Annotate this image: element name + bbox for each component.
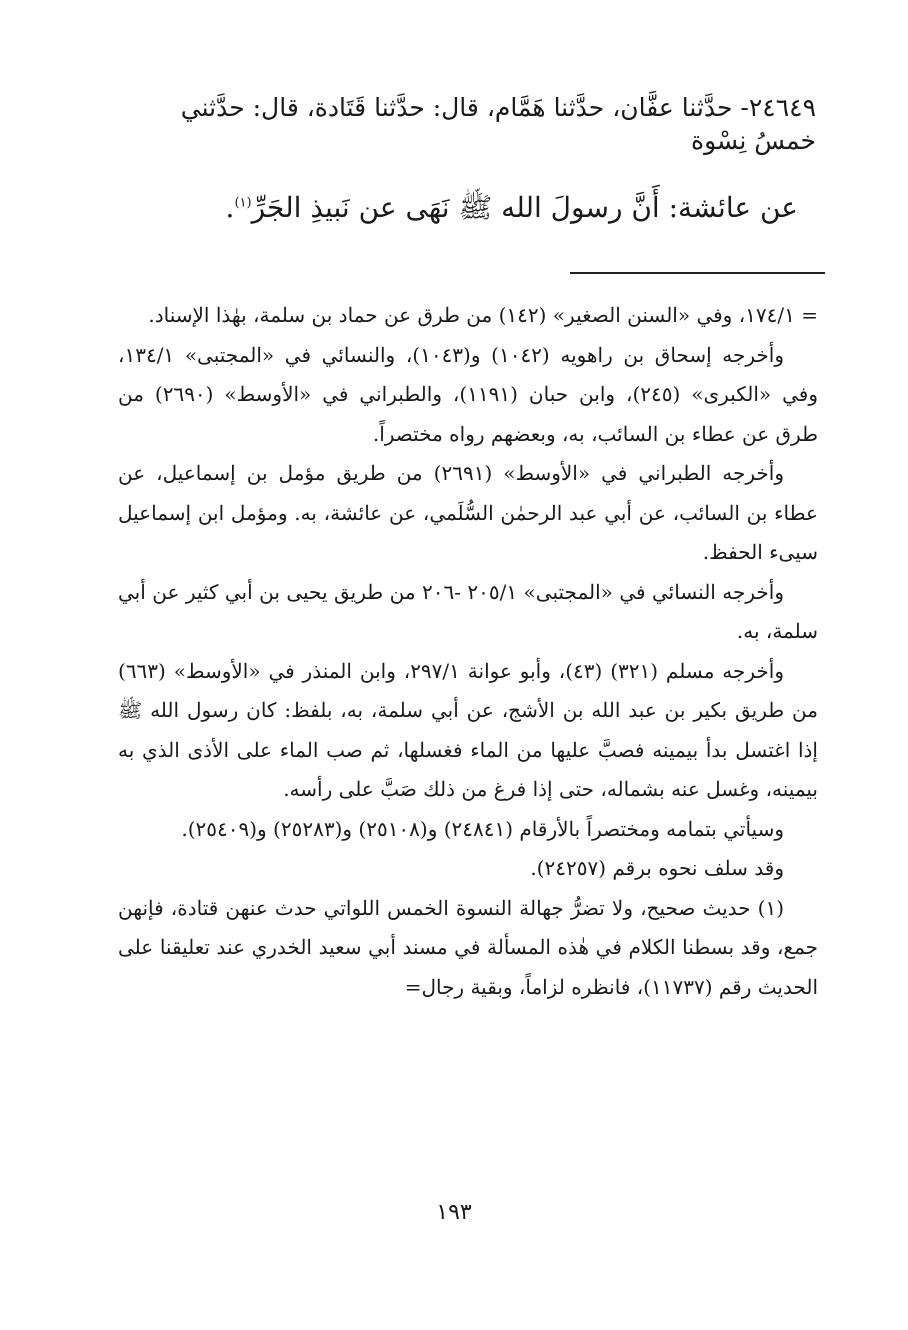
footnote-paragraph: وسيأتي بتمامه ومختصراً بالأرقام (٢٤٨٤١) و(٢٥١٠٨) و(٢٥٢٨٣) و(٢٥٤٠٩). — [181, 816, 784, 841]
footnote-paragraph: وأخرجه النسائي في «المجتبى» ٢٠٥/١ -٢٠٦ من طريق يحيى بن أبي كثير عن أبي سلمة، به. — [118, 579, 818, 643]
footnote-paragraph: وأخرجه إسحاق بن راهويه (١٠٤٢) و(١٠٤٣)، والنسائي في «المجتبى» ١٣٤/١، وفي «الكبرى» (٢٤٥)، وابن حبان (١١٩١)، والطبراني في «الأوسط» (٢٦٩٠) من طرق عن عطاء بن السائب، به، وبعضهم رواه مختصراً. — [118, 342, 818, 446]
footnote-1: (١) حديث صحيح، ولا تضرُّ جهالة النسوة الخمس اللواتي حدث عنهن قتادة، فإنهن جمع، وقد بسطنا الكلام في هٰذه المسألة في مسند أبي سعيد الخدري عند تعليقنا على الحديث رقم (١١٧٣٧)، فانظره لزاماً، وبقية رجال= — [118, 895, 818, 999]
hadith-matn-end: . — [225, 191, 235, 224]
footnote-marker: (١) — [234, 195, 252, 211]
footnotes — [118, 296, 818, 1007]
footnote-paragraph: وأخرجه الطبراني في «الأوسط» (٢٦٩١) من طريق مؤمل بن إسماعيل، عن عطاء بن السائب، عن أبي عبد الرحمٰن السُّلَمي، عن عائشة، به. ومؤمل ابن إسماعيل سيىء الحفظ. — [118, 461, 818, 564]
hadith-matn — [118, 190, 798, 226]
hadith-isnad: ٢٤٦٤٩- حدَّثنا عفَّان، حدَّثنا هَمَّام، قال: حدَّثنا قَتَادة، قال: حدَّثني خمسُ نِسْوة — [180, 93, 816, 155]
footnote-continuation: = ١٧٤/١، وفي «السنن الصغير» (١٤٢) من طرق عن حماد بن سلمة، بهٰذا الإسناد. — [148, 303, 818, 327]
hadith-matn-text: عن عائشة: أَنَّ رسولَ الله ﷺ نَهَى عن نَبيذِ الجَرِّ — [251, 191, 798, 224]
footnote-separator — [570, 272, 825, 274]
page-number: ١٩٣ — [436, 1200, 472, 1225]
footnote-paragraph: وأخرجه مسلم (٣٢١) (٤٣)، وأبو عوانة ٢٩٧/١، وابن المنذر في «الأوسط» (٦٦٣) من طريق بكير بن عبد الله بن الأشج، عن أبي سلمة، به، بلفظ: كان رسول الله ﷺ إذا اغتسل بدأ بيمينه فصبَّ عليها من الماء فغسلها، ثم صب الماء على الأذى الذي به بيمينه، وغسل عنه بشماله، حتى إذا فرغ من ذلك صَبَّ على رأسه. — [118, 658, 818, 801]
footnote-paragraph: وقد سلف نحوه برقم (٢٤٢٥٧). — [530, 856, 784, 880]
